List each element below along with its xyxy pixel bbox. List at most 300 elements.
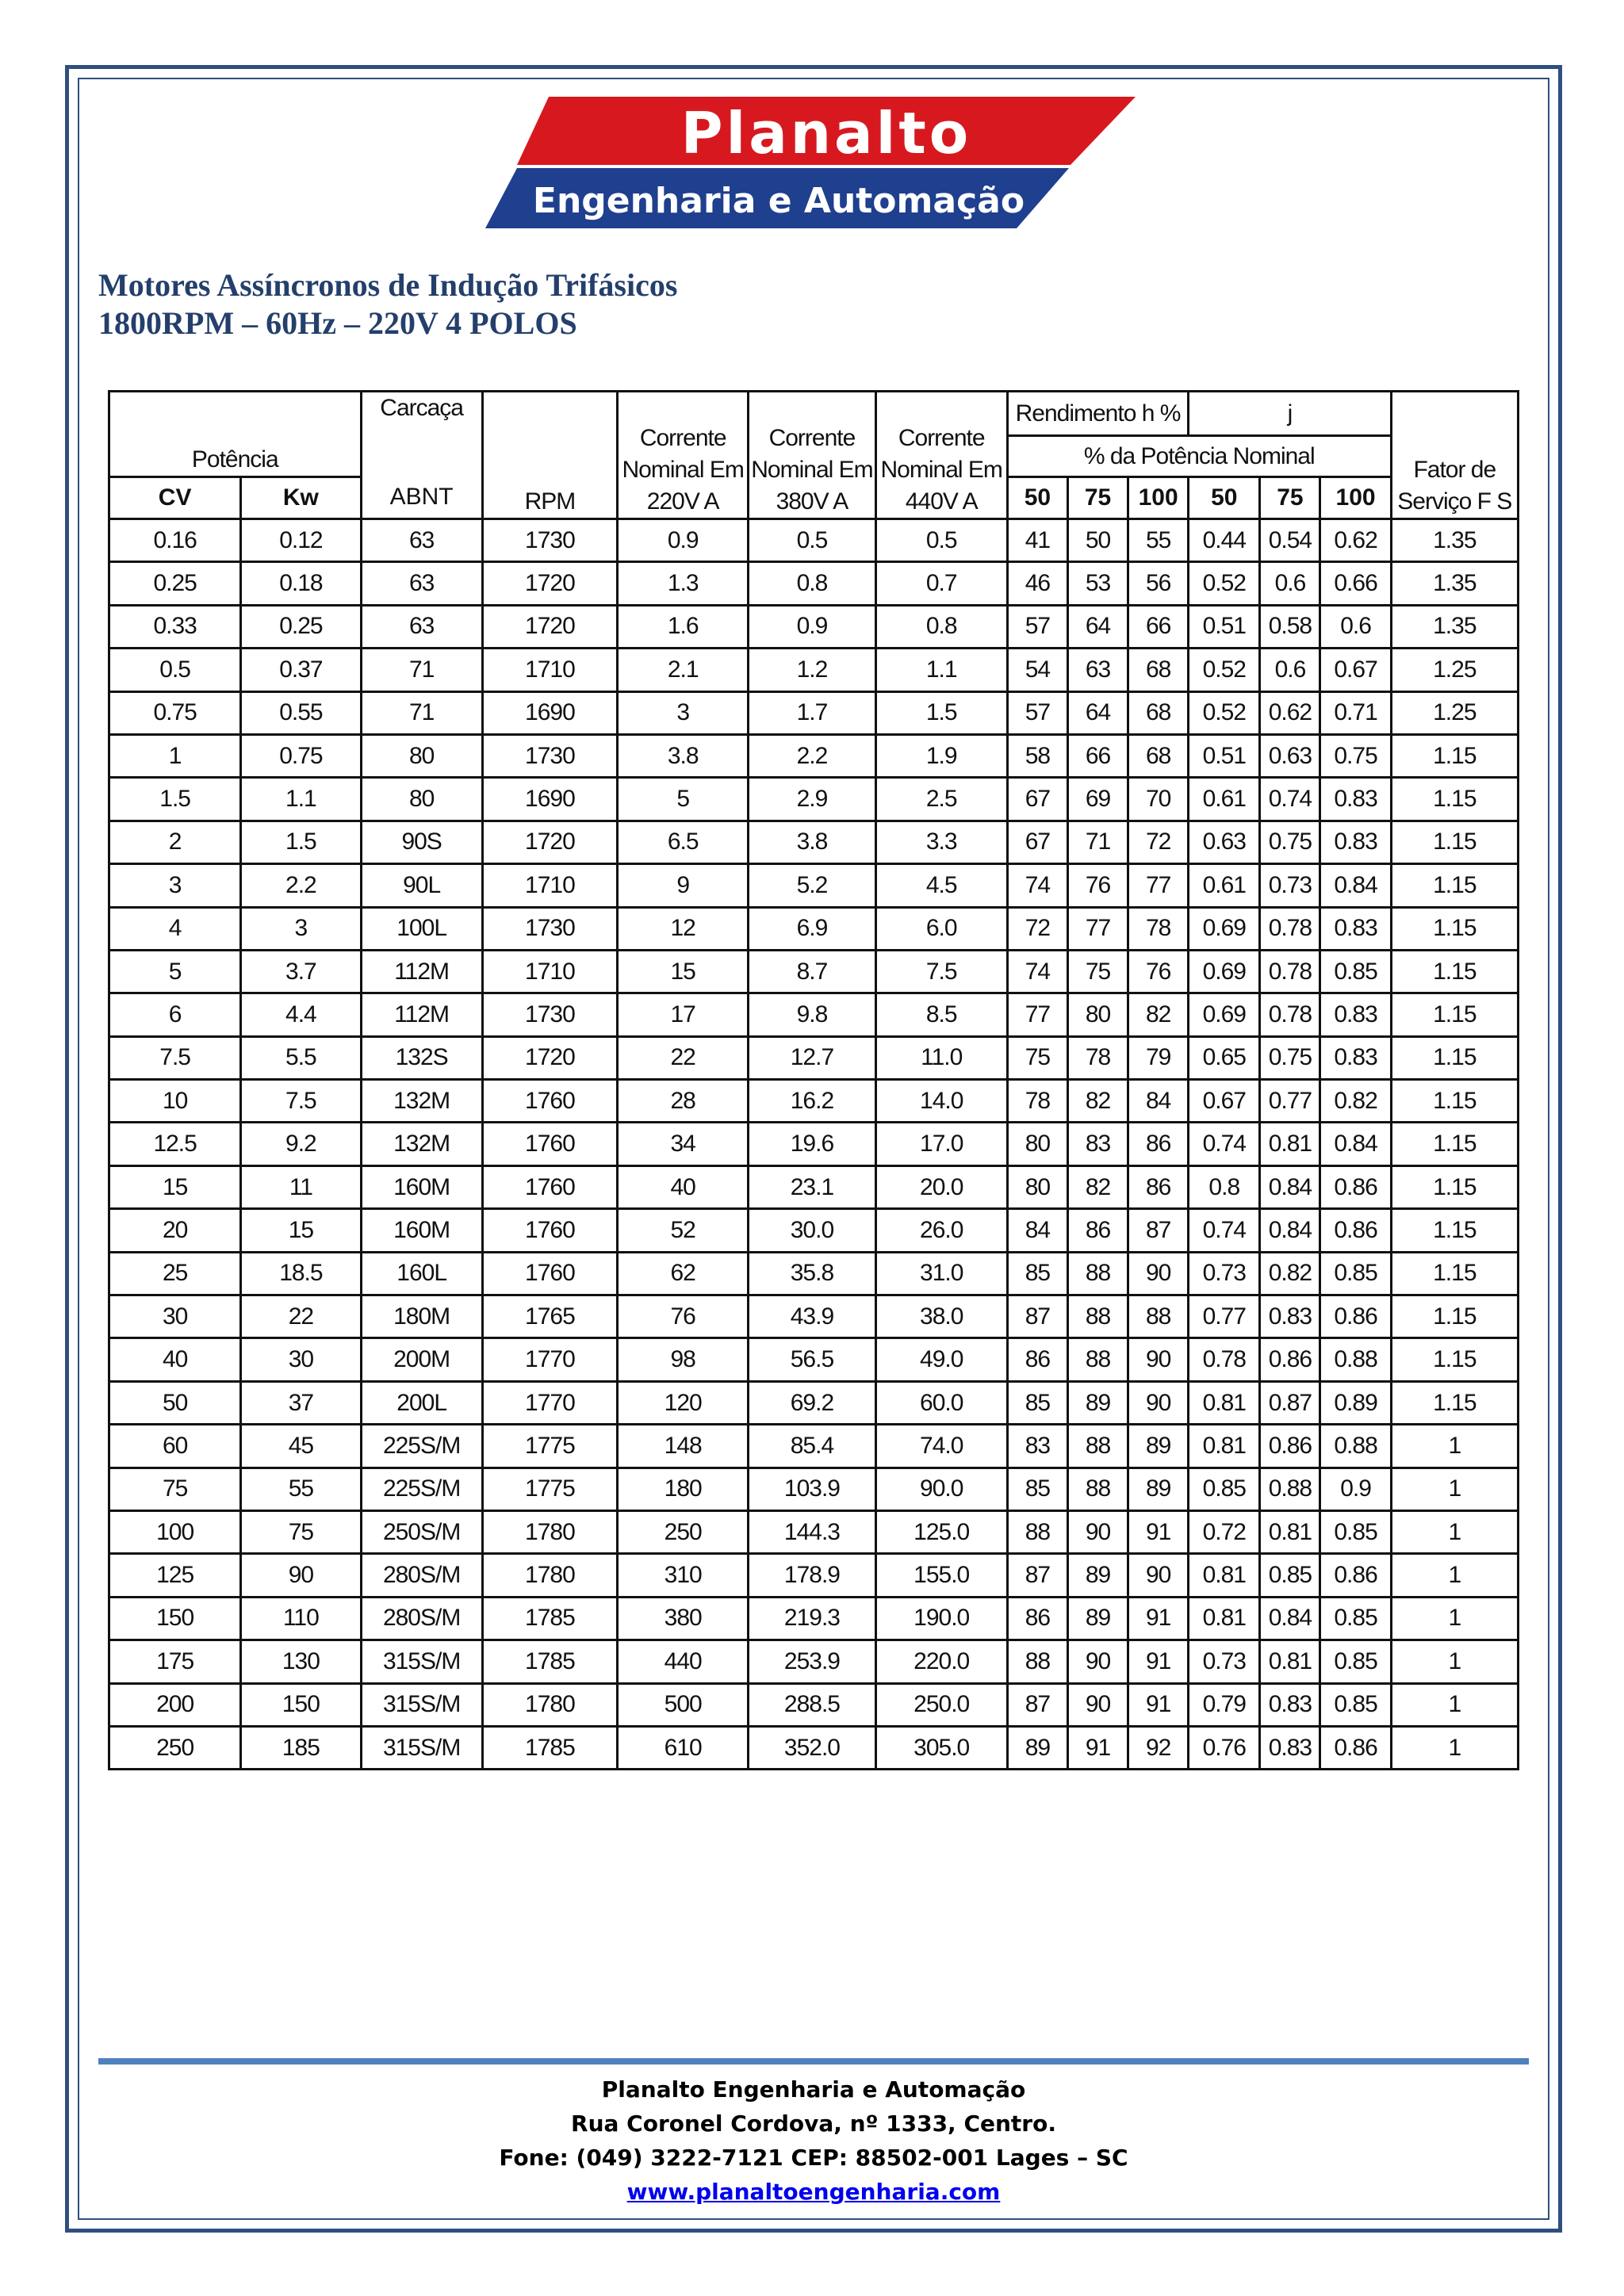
cell-fator-servico: 1.15 [1391, 1252, 1518, 1295]
cell-kw: 3.7 [241, 950, 361, 993]
cell-j-100: 0.62 [1320, 519, 1391, 562]
cell-carcaca-abnt: 71 [361, 691, 482, 734]
title-line-1: Motores Assíncronos de Indução Trifásicos [98, 267, 678, 303]
footer-phone: Fone: (049) 3222-7121 CEP: 88502-001 Lages – SC [499, 2145, 1128, 2171]
header-rend-100: 100 [1128, 477, 1189, 519]
cell-corrente-220: 22 [618, 1036, 749, 1079]
cell-j-50: 0.81 [1189, 1597, 1260, 1640]
cell-j-50: 0.78 [1189, 1338, 1260, 1381]
cell-carcaca-abnt: 80 [361, 734, 482, 777]
motor-specs-table [108, 390, 1519, 1770]
cell-cv: 30 [109, 1295, 241, 1338]
cell-corrente-440: 26.0 [875, 1209, 1007, 1252]
cell-kw: 7.5 [241, 1080, 361, 1123]
cell-cv: 0.5 [109, 649, 241, 691]
cell-carcaca-abnt: 80 [361, 778, 482, 821]
cell-fator-servico: 1 [1391, 1425, 1518, 1468]
cell-corrente-220: 17 [618, 993, 749, 1036]
cell-rend-75: 80 [1067, 993, 1128, 1036]
cell-rend-100: 68 [1128, 691, 1189, 734]
cell-rend-100: 88 [1128, 1295, 1189, 1338]
cell-carcaca-abnt: 71 [361, 649, 482, 691]
header-rend-50: 50 [1007, 477, 1067, 519]
cell-rpm: 1760 [482, 1209, 617, 1252]
cell-kw: 3 [241, 907, 361, 950]
cell-rend-75: 90 [1067, 1683, 1128, 1726]
cell-j-75: 0.6 [1260, 562, 1320, 605]
cell-rpm: 1730 [482, 734, 617, 777]
cell-corrente-220: 28 [618, 1080, 749, 1123]
cell-j-50: 0.61 [1189, 778, 1260, 821]
cell-corrente-440: 305.0 [875, 1726, 1007, 1769]
cell-fator-servico: 1.15 [1391, 864, 1518, 907]
cell-corrente-380: 35.8 [749, 1252, 875, 1295]
cell-fator-servico: 1.15 [1391, 1080, 1518, 1123]
cell-cv: 20 [109, 1209, 241, 1252]
cell-cv: 2 [109, 821, 241, 863]
cell-corrente-440: 8.5 [875, 993, 1007, 1036]
cell-cv: 25 [109, 1252, 241, 1295]
cell-j-50: 0.73 [1189, 1640, 1260, 1683]
cell-rend-100: 89 [1128, 1468, 1189, 1510]
header-j-100: 100 [1320, 477, 1391, 519]
cell-rend-75: 89 [1067, 1597, 1128, 1640]
cell-cv: 150 [109, 1597, 241, 1640]
cell-kw: 37 [241, 1381, 361, 1424]
cell-rpm: 1775 [482, 1468, 617, 1510]
cell-corrente-440: 3.3 [875, 821, 1007, 863]
table-row [109, 1640, 1519, 1683]
cell-j-75: 0.62 [1260, 691, 1320, 734]
table-row [109, 907, 1519, 950]
cell-carcaca-abnt: 63 [361, 519, 482, 562]
table-row [109, 562, 1519, 605]
cell-fator-servico: 1 [1391, 1510, 1518, 1553]
cell-rend-75: 89 [1067, 1381, 1128, 1424]
cell-kw: 110 [241, 1597, 361, 1640]
cell-kw: 0.25 [241, 605, 361, 648]
cell-j-100: 0.84 [1320, 1123, 1391, 1165]
cell-rpm: 1780 [482, 1510, 617, 1553]
cell-rpm: 1690 [482, 691, 617, 734]
table-row [109, 734, 1519, 777]
cell-corrente-220: 2.1 [618, 649, 749, 691]
cell-corrente-440: 60.0 [875, 1381, 1007, 1424]
cell-rend-100: 86 [1128, 1123, 1189, 1165]
cell-rend-50: 83 [1007, 1425, 1067, 1468]
cell-cv: 10 [109, 1080, 241, 1123]
table-row [109, 1726, 1519, 1769]
footer-website-link[interactable]: www.planaltoengenharia.com [626, 2179, 1001, 2205]
cell-j-50: 0.63 [1189, 821, 1260, 863]
table-row [109, 1554, 1519, 1597]
cell-rpm: 1760 [482, 1080, 617, 1123]
cell-corrente-220: 180 [618, 1468, 749, 1510]
cell-rpm: 1785 [482, 1726, 617, 1769]
cell-j-100: 0.75 [1320, 734, 1391, 777]
cell-j-50: 0.67 [1189, 1080, 1260, 1123]
footer-divider [98, 2058, 1529, 2064]
header-corrente-380: Corrente Nominal Em 380V A [749, 392, 875, 519]
cell-rend-75: 91 [1067, 1726, 1128, 1769]
cell-rend-100: 91 [1128, 1640, 1189, 1683]
cell-j-50: 0.69 [1189, 993, 1260, 1036]
cell-fator-servico: 1.35 [1391, 562, 1518, 605]
cell-j-100: 0.83 [1320, 778, 1391, 821]
cell-corrente-440: 1.5 [875, 691, 1007, 734]
cell-corrente-440: 74.0 [875, 1425, 1007, 1468]
cell-j-50: 0.52 [1189, 562, 1260, 605]
cell-corrente-220: 3 [618, 691, 749, 734]
cell-corrente-380: 288.5 [749, 1683, 875, 1726]
cell-corrente-440: 250.0 [875, 1683, 1007, 1726]
cell-rend-75: 88 [1067, 1425, 1128, 1468]
cell-cv: 125 [109, 1554, 241, 1597]
cell-corrente-380: 103.9 [749, 1468, 875, 1510]
cell-rpm: 1760 [482, 1123, 617, 1165]
cell-rpm: 1770 [482, 1381, 617, 1424]
planalto-logo [485, 95, 1136, 230]
cell-kw: 22 [241, 1295, 361, 1338]
cell-cv: 50 [109, 1381, 241, 1424]
footer [98, 2072, 1529, 2209]
cell-corrente-380: 2.9 [749, 778, 875, 821]
cell-fator-servico: 1 [1391, 1640, 1518, 1683]
cell-carcaca-abnt: 132M [361, 1080, 482, 1123]
cell-rpm: 1720 [482, 1036, 617, 1079]
cell-rend-50: 75 [1007, 1036, 1067, 1079]
table-row [109, 1252, 1519, 1295]
cell-fator-servico: 1 [1391, 1726, 1518, 1769]
table-row [109, 1338, 1519, 1381]
cell-j-75: 0.75 [1260, 1036, 1320, 1079]
cell-rend-100: 76 [1128, 950, 1189, 993]
cell-corrente-440: 38.0 [875, 1295, 1007, 1338]
table-row [109, 1425, 1519, 1468]
cell-corrente-220: 120 [618, 1381, 749, 1424]
cell-kw: 1.5 [241, 821, 361, 863]
cell-corrente-220: 380 [618, 1597, 749, 1640]
cell-corrente-440: 0.7 [875, 562, 1007, 605]
cell-rend-50: 86 [1007, 1338, 1067, 1381]
cell-rend-100: 68 [1128, 649, 1189, 691]
cell-corrente-380: 85.4 [749, 1425, 875, 1468]
cell-corrente-380: 43.9 [749, 1295, 875, 1338]
cell-kw: 55 [241, 1468, 361, 1510]
cell-cv: 100 [109, 1510, 241, 1553]
cell-rend-50: 84 [1007, 1209, 1067, 1252]
cell-corrente-220: 1.6 [618, 605, 749, 648]
cell-rend-75: 89 [1067, 1554, 1128, 1597]
cell-corrente-440: 0.8 [875, 605, 1007, 648]
cell-carcaca-abnt: 160M [361, 1165, 482, 1208]
cell-corrente-380: 1.2 [749, 649, 875, 691]
cell-corrente-380: 9.8 [749, 993, 875, 1036]
cell-carcaca-abnt: 132S [361, 1036, 482, 1079]
cell-corrente-380: 16.2 [749, 1080, 875, 1123]
cell-corrente-440: 4.5 [875, 864, 1007, 907]
cell-rend-100: 86 [1128, 1165, 1189, 1208]
cell-j-100: 0.86 [1320, 1726, 1391, 1769]
cell-cv: 1 [109, 734, 241, 777]
cell-carcaca-abnt: 100L [361, 907, 482, 950]
cell-carcaca-abnt: 90L [361, 864, 482, 907]
cell-corrente-440: 20.0 [875, 1165, 1007, 1208]
cell-corrente-380: 253.9 [749, 1640, 875, 1683]
cell-rend-75: 64 [1067, 691, 1128, 734]
cell-j-75: 0.84 [1260, 1597, 1320, 1640]
header-potencia: Potência [109, 392, 362, 477]
cell-fator-servico: 1.15 [1391, 1381, 1518, 1424]
cell-cv: 1.5 [109, 778, 241, 821]
cell-rend-75: 88 [1067, 1338, 1128, 1381]
cell-rpm: 1690 [482, 778, 617, 821]
cell-corrente-440: 1.9 [875, 734, 1007, 777]
table-row [109, 1123, 1519, 1165]
cell-fator-servico: 1.15 [1391, 907, 1518, 950]
cell-corrente-440: 11.0 [875, 1036, 1007, 1079]
cell-j-75: 0.81 [1260, 1510, 1320, 1553]
header-j-50: 50 [1189, 477, 1260, 519]
cell-rend-50: 86 [1007, 1597, 1067, 1640]
header-rendimento: Rendimento h % [1007, 392, 1188, 436]
table-row [109, 1468, 1519, 1510]
cell-fator-servico: 1.15 [1391, 778, 1518, 821]
cell-rend-75: 75 [1067, 950, 1128, 993]
cell-rpm: 1710 [482, 950, 617, 993]
cell-corrente-220: 98 [618, 1338, 749, 1381]
cell-carcaca-abnt: 63 [361, 605, 482, 648]
cell-corrente-380: 2.2 [749, 734, 875, 777]
cell-carcaca-abnt: 280S/M [361, 1597, 482, 1640]
cell-carcaca-abnt: 112M [361, 993, 482, 1036]
cell-j-50: 0.52 [1189, 649, 1260, 691]
cell-cv: 175 [109, 1640, 241, 1683]
cell-j-75: 0.84 [1260, 1209, 1320, 1252]
cell-carcaca-abnt: 280S/M [361, 1554, 482, 1597]
cell-carcaca-abnt: 315S/M [361, 1726, 482, 1769]
cell-j-50: 0.77 [1189, 1295, 1260, 1338]
cell-rend-100: 91 [1128, 1683, 1189, 1726]
cell-j-100: 0.83 [1320, 993, 1391, 1036]
cell-rend-50: 74 [1007, 864, 1067, 907]
cell-rend-75: 90 [1067, 1510, 1128, 1553]
footer-address: Rua Coronel Cordova, nº 1333, Centro. [571, 2110, 1056, 2137]
cell-corrente-220: 500 [618, 1683, 749, 1726]
cell-rend-50: 88 [1007, 1640, 1067, 1683]
cell-rend-50: 46 [1007, 562, 1067, 605]
cell-carcaca-abnt: 63 [361, 562, 482, 605]
cell-corrente-220: 9 [618, 864, 749, 907]
cell-j-75: 0.78 [1260, 950, 1320, 993]
cell-kw: 0.18 [241, 562, 361, 605]
cell-corrente-220: 3.8 [618, 734, 749, 777]
cell-j-50: 0.73 [1189, 1252, 1260, 1295]
cell-fator-servico: 1.15 [1391, 734, 1518, 777]
cell-carcaca-abnt: 315S/M [361, 1640, 482, 1683]
cell-rend-50: 80 [1007, 1165, 1067, 1208]
cell-corrente-220: 148 [618, 1425, 749, 1468]
cell-j-75: 0.74 [1260, 778, 1320, 821]
table-row [109, 605, 1519, 648]
cell-corrente-440: 6.0 [875, 907, 1007, 950]
cell-j-100: 0.82 [1320, 1080, 1391, 1123]
cell-corrente-440: 2.5 [875, 778, 1007, 821]
cell-j-100: 0.85 [1320, 950, 1391, 993]
cell-carcaca-abnt: 200M [361, 1338, 482, 1381]
cell-corrente-380: 6.9 [749, 907, 875, 950]
cell-cv: 12.5 [109, 1123, 241, 1165]
cell-corrente-440: 125.0 [875, 1510, 1007, 1553]
header-rpm: RPM [482, 392, 617, 519]
cell-kw: 30 [241, 1338, 361, 1381]
cell-rend-75: 78 [1067, 1036, 1128, 1079]
cell-rend-100: 55 [1128, 519, 1189, 562]
cell-corrente-220: 440 [618, 1640, 749, 1683]
cell-corrente-380: 56.5 [749, 1338, 875, 1381]
cell-j-100: 0.83 [1320, 1036, 1391, 1079]
cell-corrente-220: 1.3 [618, 562, 749, 605]
cell-j-75: 0.81 [1260, 1640, 1320, 1683]
cell-rpm: 1720 [482, 605, 617, 648]
cell-corrente-380: 1.7 [749, 691, 875, 734]
cell-rend-50: 85 [1007, 1381, 1067, 1424]
cell-rpm: 1770 [482, 1338, 617, 1381]
cell-cv: 6 [109, 993, 241, 1036]
cell-fator-servico: 1.35 [1391, 519, 1518, 562]
cell-kw: 15 [241, 1209, 361, 1252]
cell-rend-50: 57 [1007, 605, 1067, 648]
cell-cv: 40 [109, 1338, 241, 1381]
cell-cv: 0.25 [109, 562, 241, 605]
cell-corrente-220: 250 [618, 1510, 749, 1553]
cell-fator-servico: 1.15 [1391, 1209, 1518, 1252]
cell-j-50: 0.69 [1189, 950, 1260, 993]
cell-cv: 75 [109, 1468, 241, 1510]
cell-fator-servico: 1.15 [1391, 1036, 1518, 1079]
cell-j-50: 0.72 [1189, 1510, 1260, 1553]
cell-rpm: 1760 [482, 1165, 617, 1208]
cell-j-75: 0.87 [1260, 1381, 1320, 1424]
header-kw: Kw [241, 477, 361, 519]
table-row [109, 993, 1519, 1036]
cell-j-50: 0.51 [1189, 734, 1260, 777]
cell-rend-50: 57 [1007, 691, 1067, 734]
cell-cv: 60 [109, 1425, 241, 1468]
cell-rpm: 1785 [482, 1640, 617, 1683]
cell-rend-50: 77 [1007, 993, 1067, 1036]
table-row [109, 1209, 1519, 1252]
cell-rend-50: 85 [1007, 1252, 1067, 1295]
cell-rend-50: 87 [1007, 1683, 1067, 1726]
cell-j-50: 0.81 [1189, 1554, 1260, 1597]
cell-j-100: 0.9 [1320, 1468, 1391, 1510]
header-pct-potencia-nominal: % da Potência Nominal [1007, 436, 1391, 477]
cell-j-100: 0.83 [1320, 821, 1391, 863]
cell-rend-50: 74 [1007, 950, 1067, 993]
cell-fator-servico: 1.35 [1391, 605, 1518, 648]
cell-j-75: 0.85 [1260, 1554, 1320, 1597]
cell-rend-100: 84 [1128, 1080, 1189, 1123]
cell-kw: 0.55 [241, 691, 361, 734]
cell-rend-100: 90 [1128, 1381, 1189, 1424]
cell-corrente-380: 3.8 [749, 821, 875, 863]
cell-kw: 11 [241, 1165, 361, 1208]
cell-corrente-220: 40 [618, 1165, 749, 1208]
cell-j-75: 0.86 [1260, 1425, 1320, 1468]
cell-rend-100: 78 [1128, 907, 1189, 950]
cell-j-100: 0.85 [1320, 1640, 1391, 1683]
cell-corrente-440: 90.0 [875, 1468, 1007, 1510]
cell-rpm: 1710 [482, 864, 617, 907]
cell-corrente-220: 0.9 [618, 519, 749, 562]
cell-carcaca-abnt: 250S/M [361, 1510, 482, 1553]
cell-corrente-220: 5 [618, 778, 749, 821]
cell-fator-servico: 1 [1391, 1597, 1518, 1640]
table-row [109, 1165, 1519, 1208]
cell-rend-50: 72 [1007, 907, 1067, 950]
cell-kw: 18.5 [241, 1252, 361, 1295]
cell-rpm: 1775 [482, 1425, 617, 1468]
cell-j-75: 0.82 [1260, 1252, 1320, 1295]
cell-rend-50: 58 [1007, 734, 1067, 777]
cell-corrente-220: 610 [618, 1726, 749, 1769]
cell-rend-100: 82 [1128, 993, 1189, 1036]
cell-corrente-220: 76 [618, 1295, 749, 1338]
cell-corrente-220: 15 [618, 950, 749, 993]
cell-rend-75: 82 [1067, 1165, 1128, 1208]
cell-cv: 250 [109, 1726, 241, 1769]
cell-j-75: 0.78 [1260, 993, 1320, 1036]
logo-brand: Planalto [680, 100, 972, 166]
cell-rpm: 1730 [482, 907, 617, 950]
header-abnt: ABNT [361, 477, 482, 519]
cell-j-75: 0.78 [1260, 907, 1320, 950]
header-fator-servico: Fator de Serviço F S [1391, 392, 1518, 519]
cell-rend-100: 66 [1128, 605, 1189, 648]
cell-rend-50: 85 [1007, 1468, 1067, 1510]
cell-j-100: 0.66 [1320, 562, 1391, 605]
cell-rend-50: 89 [1007, 1726, 1067, 1769]
cell-kw: 1.1 [241, 778, 361, 821]
cell-rpm: 1780 [482, 1683, 617, 1726]
cell-corrente-380: 12.7 [749, 1036, 875, 1079]
header-corrente-220: Corrente Nominal Em 220V A [618, 392, 749, 519]
cell-rpm: 1720 [482, 821, 617, 863]
cell-corrente-380: 30.0 [749, 1209, 875, 1252]
cell-kw: 5.5 [241, 1036, 361, 1079]
cell-fator-servico: 1.15 [1391, 1295, 1518, 1338]
cell-kw: 0.37 [241, 649, 361, 691]
cell-rend-75: 66 [1067, 734, 1128, 777]
table-row [109, 691, 1519, 734]
cell-kw: 90 [241, 1554, 361, 1597]
cell-rpm: 1785 [482, 1597, 617, 1640]
cell-rend-75: 76 [1067, 864, 1128, 907]
cell-j-75: 0.75 [1260, 821, 1320, 863]
cell-rend-100: 90 [1128, 1338, 1189, 1381]
cell-j-75: 0.83 [1260, 1295, 1320, 1338]
cell-corrente-380: 0.8 [749, 562, 875, 605]
cell-cv: 200 [109, 1683, 241, 1726]
cell-rend-100: 89 [1128, 1425, 1189, 1468]
cell-corrente-440: 7.5 [875, 950, 1007, 993]
cell-kw: 2.2 [241, 864, 361, 907]
cell-rend-75: 71 [1067, 821, 1128, 863]
cell-rend-50: 67 [1007, 821, 1067, 863]
cell-j-50: 0.65 [1189, 1036, 1260, 1079]
cell-fator-servico: 1.15 [1391, 993, 1518, 1036]
